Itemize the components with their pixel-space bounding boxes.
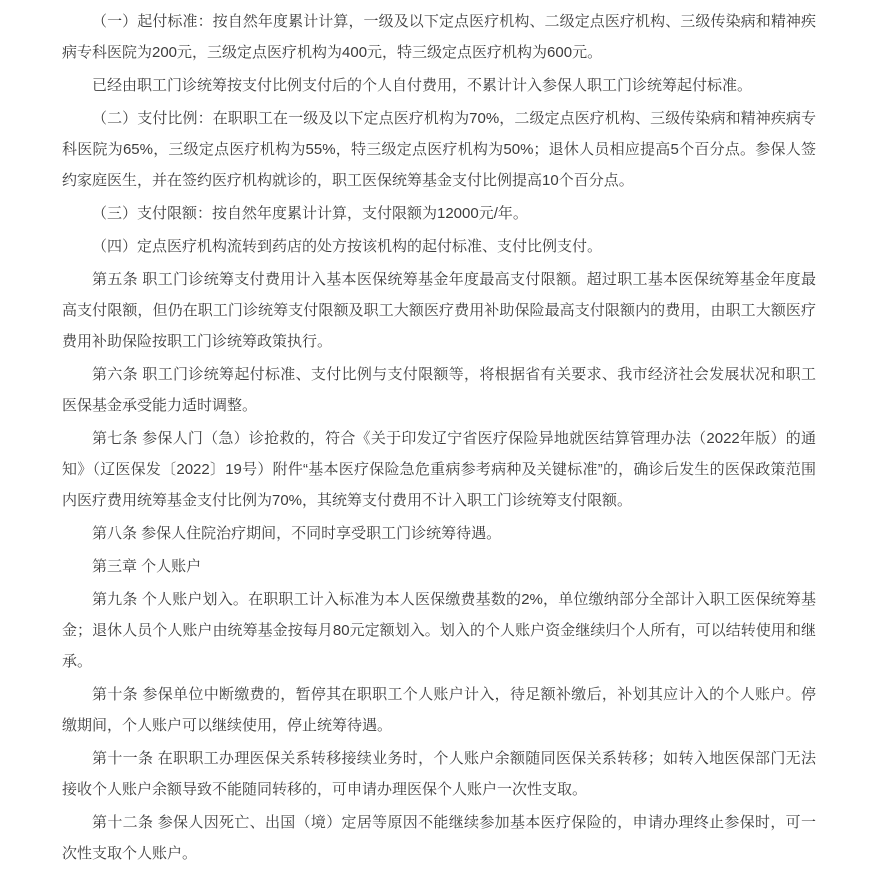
paragraph-article-8: 第八条 参保人住院治疗期间，不同时享受职工门诊统筹待遇。 (92, 525, 502, 542)
paragraph-self-paid-note: 已经由职工门诊统筹按支付比例支付后的个人自付费用，不累计计入参保人职工门诊统筹起付标准。 (92, 77, 753, 94)
paragraph-article-12: 第十二条 参保人因死亡、出国（境）定居等原因不能继续参加基本医疗保险的，申请办理终止参保时，可一次性支取个人账户。 (62, 814, 816, 862)
chapter-heading-personal-account: 第三章 个人账户 (92, 558, 202, 575)
paragraph-item-deductible-standard: （一）起付标准：按自然年度累计计算，一级及以下定点医疗机构、二级定点医疗机构、三级传染病和精神疾病专科医院为200元，三级定点医疗机构为400元，特三级定点医疗机构为600元。 (62, 13, 816, 61)
paragraph-article-9: 第九条 个人账户划入。在职职工计入标准为本人医保缴费基数的2%，单位缴纳部分全部计入职工医保统筹基金；退休人员个人账户由统筹基金按每月80元定额划入。划入的个人账户资金继续归个人所有，可以结转使用和继承。 (62, 591, 816, 670)
paragraph-article-7: 第七条 参保人门（急）诊抢救的，符合《关于印发辽宁省医疗保险异地就医结算管理办法（2022年版）的通知》（辽医保发〔2022〕19号）附件“基本医疗保险急危重病参考病种及关键标准”的，确诊后发生的医保政策范围内医疗费用统筹基金支付比例为70%，其统筹支付费用不计入职工门诊统筹支付限额。 (62, 430, 816, 509)
paragraph-payment-ratio: （二）支付比例：在职职工在一级及以下定点医疗机构为70%，二级定点医疗机构、三级传染病和精神疾病专科医院为65%，三级定点医疗机构为55%，特三级定点医疗机构为50%；退休人员相应提高5个百分点。参保人签约家庭医生，并在签约医疗机构就诊的，职工医保统筹基金支付比例提高10个百分点。 (62, 110, 816, 189)
paragraph-pharmacy-prescription: （四）定点医疗机构流转到药店的处方按该机构的起付标准、支付比例支付。 (92, 238, 603, 255)
paragraph-article-11: 第十一条 在职职工办理医保关系转移接续业务时，个人账户余额随同医保关系转移；如转入地医保部门无法接收个人账户余额导致不能随同转移的，可申请办理医保个人账户一次性支取。 (62, 750, 816, 798)
paragraph-article-10: 第十条 参保单位中断缴费的，暂停其在职职工个人账户计入，待足额补缴后，补划其应计入的个人账户。停缴期间，个人账户可以继续使用，停止统筹待遇。 (62, 686, 816, 734)
paragraph-article-6: 第六条 职工门诊统筹起付标准、支付比例与支付限额等，将根据省有关要求、我市经济社会发展状况和职工医保基金承受能力适时调整。 (62, 366, 816, 414)
paragraph-payment-limit: （三）支付限额：按自然年度累计计算，支付限额为12000元/年。 (92, 205, 528, 222)
paragraph-article-5: 第五条 职工门诊统筹支付费用计入基本医保统筹基金年度最高支付限额。超过职工基本医保统筹基金年度最高支付限额，但仍在职工门诊统筹支付限额及职工大额医疗费用补助保险最高支付限额内的费用，由职工大额医疗费用补助保险按职工门诊统筹政策执行。 (62, 271, 816, 350)
